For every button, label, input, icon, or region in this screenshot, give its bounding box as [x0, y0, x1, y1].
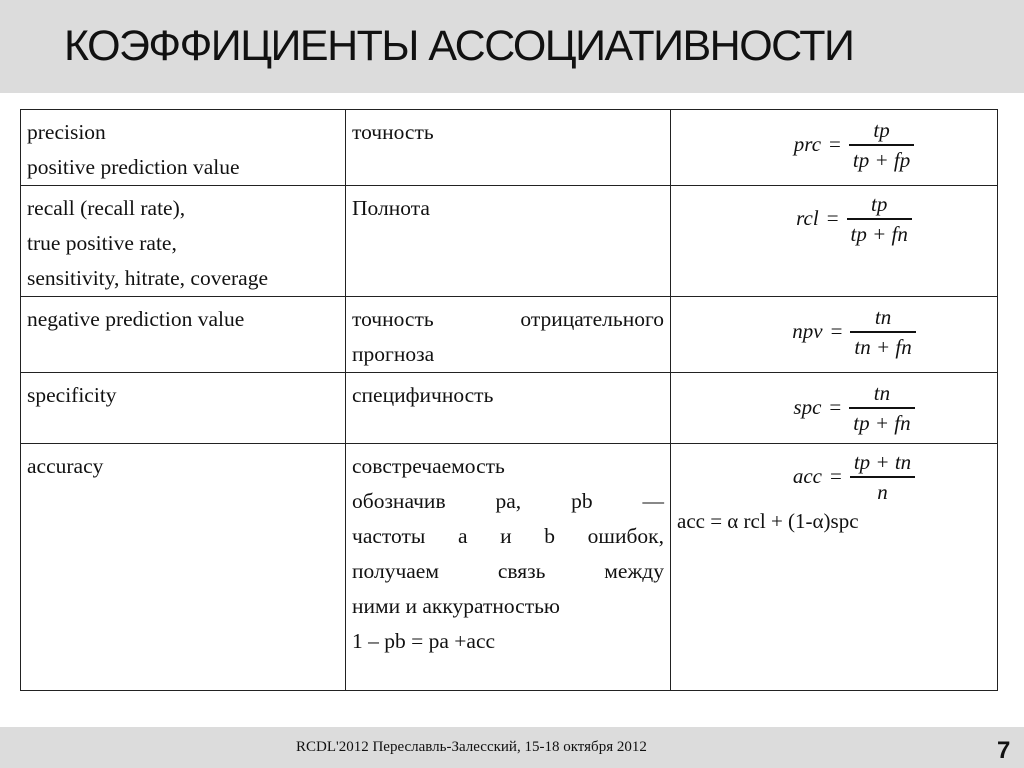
term-line: recall (recall rate),: [27, 196, 186, 220]
translation-cell: [346, 110, 671, 186]
term-cell: [21, 186, 346, 297]
translation-line: прогноза: [352, 342, 435, 366]
translation-line: получаем связь между: [352, 559, 664, 583]
numerator: tp + tn: [853, 450, 912, 474]
fraction: [850, 448, 915, 506]
formula-cell: [671, 186, 998, 297]
equals-sign: =: [829, 395, 842, 420]
equals-sign: =: [829, 464, 842, 489]
numerator: tn: [874, 305, 892, 329]
term-line: true positive rate,: [27, 231, 177, 255]
accuracy-relation: acc = α rcl + (1-α)spc: [677, 508, 859, 533]
formula-lhs: npv: [792, 319, 823, 344]
formula: [671, 186, 997, 248]
formula: [671, 110, 997, 174]
fraction: [850, 303, 915, 361]
translation-line: обозначив pa, pb —: [352, 489, 664, 513]
translation-cell: [346, 373, 671, 444]
translation-cell: [346, 186, 671, 297]
fraction: [849, 116, 914, 174]
term-cell: [21, 373, 346, 444]
table-row: [21, 373, 998, 444]
table-row: [21, 297, 998, 373]
numerator: tp: [871, 192, 888, 216]
term-line: positive prediction value: [27, 155, 240, 179]
term-cell: [21, 297, 346, 373]
formula: [671, 297, 997, 361]
footer-text: RCDL'2012 Переславль-Залесский, 15-18 октября 2012: [296, 739, 647, 755]
translation-line: ними и аккуратностью: [352, 594, 560, 618]
term-line: sensitivity, hitrate, coverage: [27, 266, 268, 290]
page-number: 7: [997, 737, 1011, 764]
metrics-table: [20, 109, 998, 691]
formula-cell: [671, 373, 998, 444]
equals-sign: =: [829, 132, 841, 157]
translation-line: точность отрицательного: [352, 307, 664, 331]
formula-cell: [671, 444, 998, 691]
translation-line: совстречаемость: [352, 454, 505, 478]
term-line: specificity: [27, 383, 117, 407]
formula: [671, 444, 997, 506]
formula-lhs: prc: [793, 132, 822, 157]
term-line: precision: [27, 120, 106, 144]
table-row: [21, 444, 998, 691]
term-line: negative prediction value: [27, 307, 245, 331]
denominator: tp + fn: [850, 221, 908, 246]
fraction: [847, 190, 912, 248]
formula: [671, 373, 997, 437]
formula-cell: [671, 110, 998, 186]
translation-line: точность: [352, 120, 434, 144]
term-cell: [21, 444, 346, 691]
fraction: [849, 379, 914, 437]
translation-line: специфичность: [352, 383, 494, 407]
translation-line: частоты a и b ошибок,: [352, 524, 664, 548]
translation-cell: [346, 444, 671, 691]
term-line: accuracy: [27, 454, 104, 478]
table-row: [21, 110, 998, 186]
denominator: tp + fn: [853, 410, 911, 435]
formula-lhs: spc: [793, 395, 822, 420]
slide-title: КОЭФФИЦИЕНТЫ АССОЦИАТИВНОСТИ: [64, 22, 854, 70]
formula-lhs: acc: [792, 464, 822, 489]
equals-sign: =: [830, 319, 843, 344]
table-row: [21, 186, 998, 297]
denominator: tn + fn: [854, 334, 912, 359]
denominator: tp + fp: [852, 147, 911, 172]
term-cell: [21, 110, 346, 186]
equals-sign: =: [826, 206, 839, 231]
translation-line: 1 – pb = pa +acc: [352, 629, 496, 653]
formula-cell: [671, 297, 998, 373]
denominator: n: [877, 479, 888, 504]
numerator: tp: [873, 118, 890, 142]
formula-lhs: rcl: [796, 206, 819, 231]
translation-line: Полнота: [352, 196, 430, 220]
translation-cell: [346, 297, 671, 373]
numerator: tn: [873, 381, 891, 405]
